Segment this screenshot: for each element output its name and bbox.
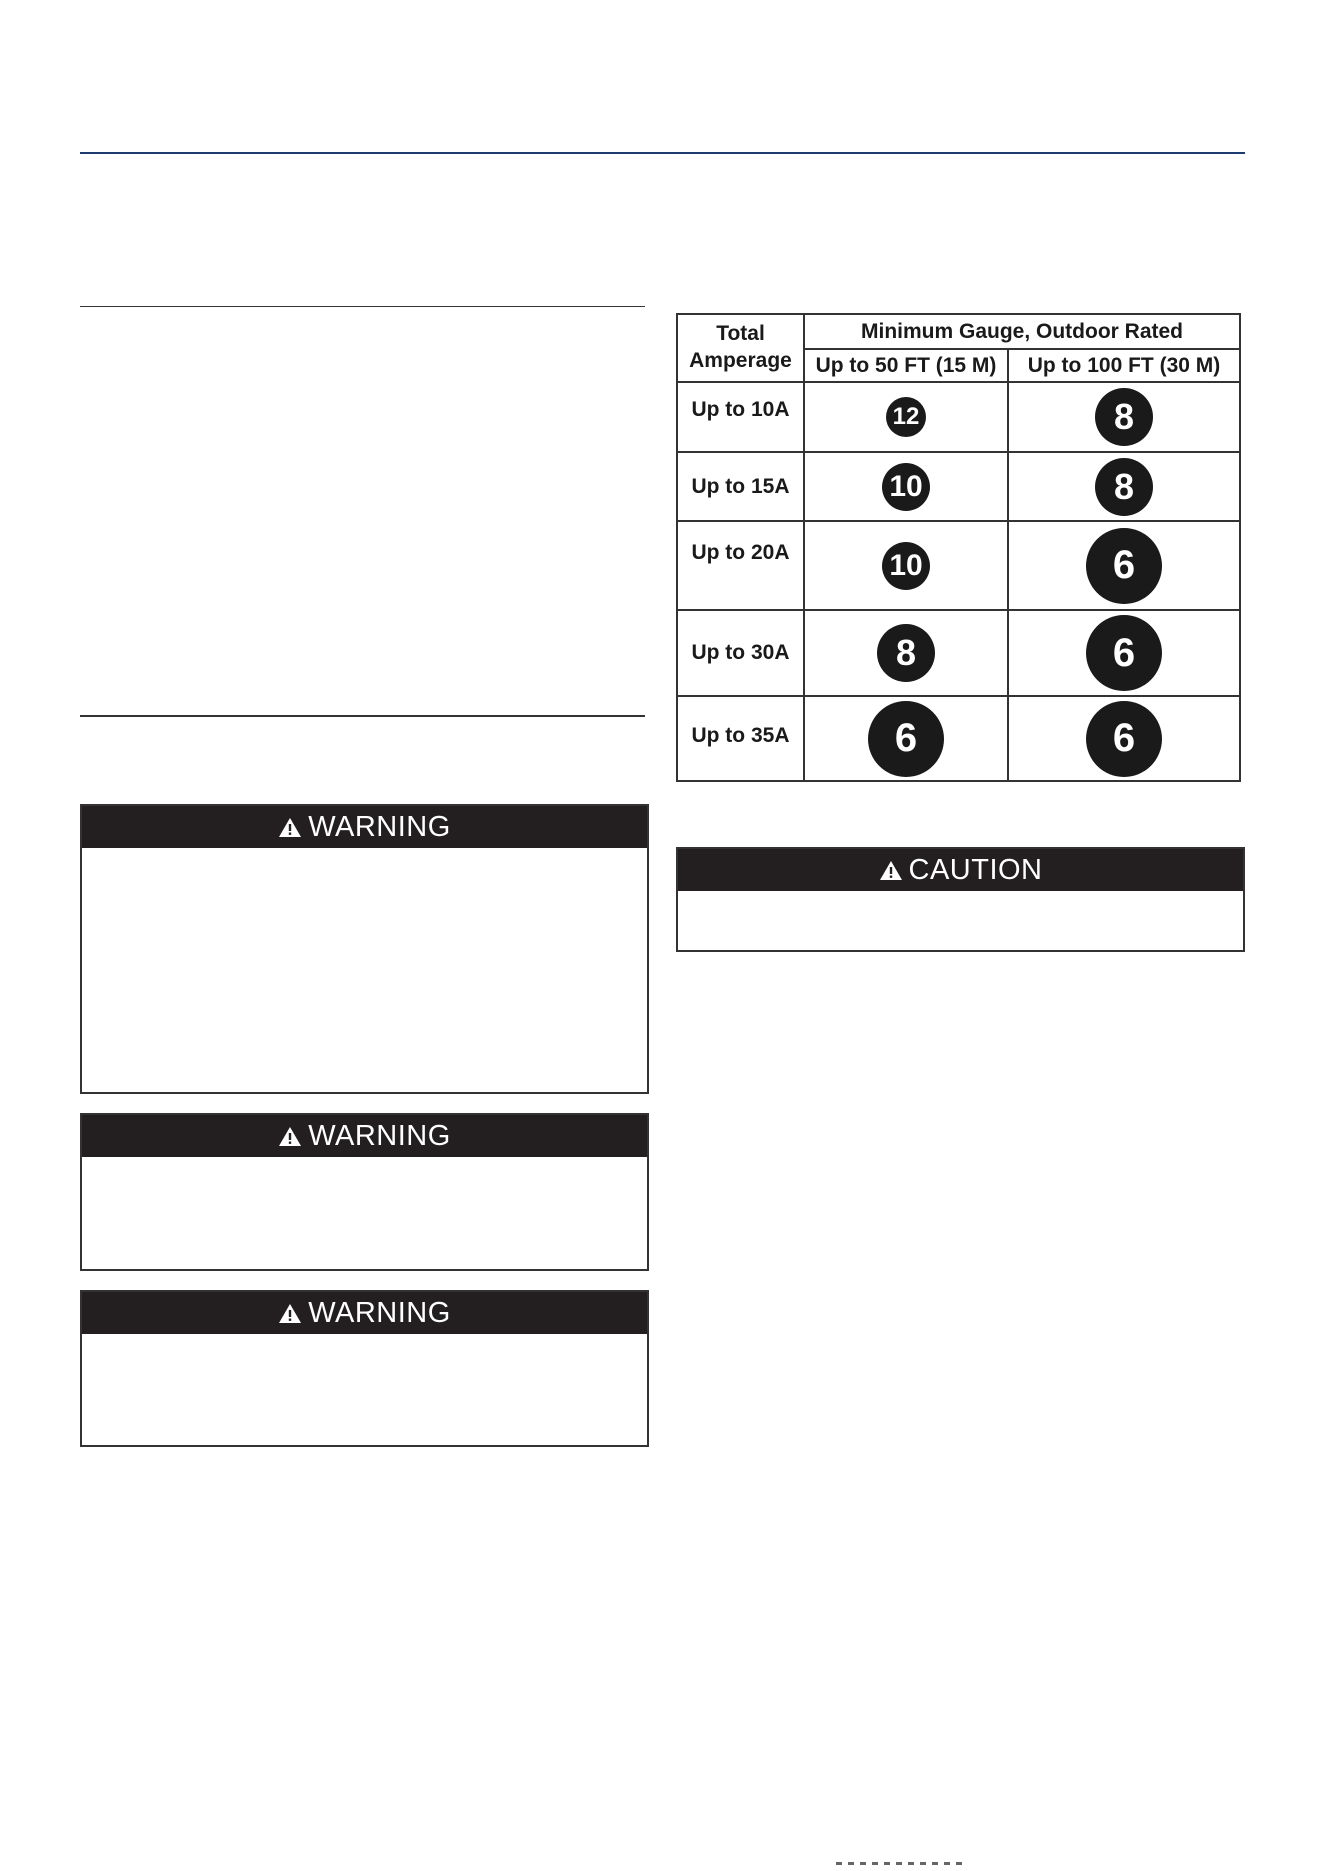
header-total-amperage: Total Amperage (677, 314, 804, 382)
gauge-cell (804, 521, 1008, 610)
warning-triangle-icon (278, 1303, 302, 1324)
warning-box (80, 1290, 649, 1447)
gauge-badge: 10 (882, 542, 930, 590)
gauge-cell (804, 610, 1008, 696)
amperage-cell: Up to 30A (677, 610, 804, 696)
gauge-cell (1008, 696, 1240, 781)
amperage-cell: Up to 20A (677, 521, 804, 610)
table-row (677, 696, 1240, 781)
warning-header (82, 1115, 647, 1157)
gauge-cell (1008, 452, 1240, 521)
header-50ft: Up to 50 FT (15 M) (804, 349, 1008, 382)
header-minimum-gauge: Minimum Gauge, Outdoor Rated (804, 314, 1240, 349)
gauge-badge: 6 (868, 701, 944, 777)
table-row (677, 521, 1240, 610)
page-top-rule (80, 152, 1245, 154)
header-100ft: Up to 100 FT (30 M) (1008, 349, 1240, 382)
warning-label: WARNING (308, 1119, 451, 1152)
warning-header (82, 1292, 647, 1334)
amperage-cell: Up to 15A (677, 452, 804, 521)
amperage-cell: Up to 35A (677, 696, 804, 781)
gauge-cell (1008, 521, 1240, 610)
gauge-badge: 6 (1086, 615, 1162, 691)
gauge-badge: 10 (882, 463, 930, 511)
caution-header (678, 849, 1243, 891)
section-rule (80, 715, 645, 717)
warning-label: WARNING (308, 1296, 451, 1329)
gauge-badge: 6 (1086, 528, 1162, 604)
gauge-cell (804, 452, 1008, 521)
gauge-badge: 8 (1095, 458, 1153, 516)
caution-box (676, 847, 1245, 952)
gauge-cell (804, 696, 1008, 781)
gauge-badge: 8 (1095, 388, 1153, 446)
page-edge-artifact (836, 1862, 966, 1865)
table-row (677, 452, 1240, 521)
warning-label: WARNING (308, 810, 451, 843)
gauge-badge: 6 (1086, 701, 1162, 777)
wire-gauge-table (676, 313, 1241, 782)
section-rule (80, 306, 645, 307)
table-row (677, 610, 1240, 696)
warning-triangle-icon (278, 1126, 302, 1147)
amperage-cell: Up to 10A (677, 382, 804, 452)
caution-label: CAUTION (908, 853, 1043, 886)
warning-header (82, 806, 647, 848)
gauge-badge: 8 (877, 624, 935, 682)
gauge-badge: 12 (886, 397, 926, 437)
gauge-cell (804, 382, 1008, 452)
warning-triangle-icon (278, 817, 302, 838)
gauge-cell (1008, 382, 1240, 452)
gauge-cell (1008, 610, 1240, 696)
table-row (677, 382, 1240, 452)
warning-triangle-icon (879, 860, 903, 881)
warning-box (80, 804, 649, 1094)
warning-box (80, 1113, 649, 1271)
